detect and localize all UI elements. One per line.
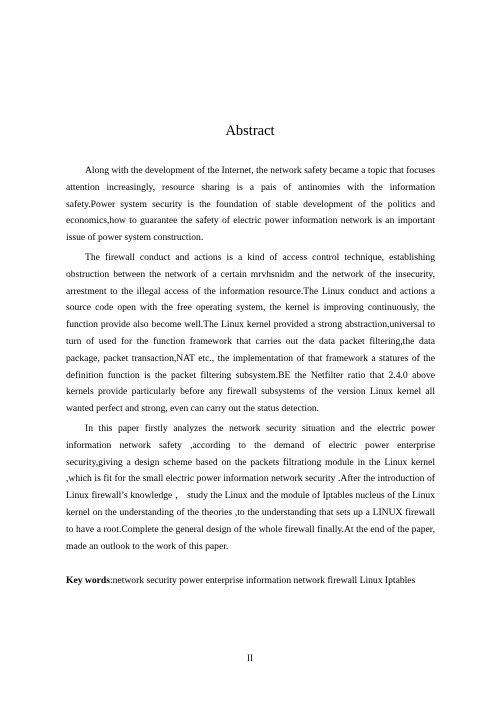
keywords-value: network security power enterprise information network firewall Linux Iptables	[112, 575, 416, 586]
keywords-label: Key words	[66, 575, 110, 586]
abstract-body	[66, 163, 435, 555]
abstract-title: Abstract	[225, 123, 275, 139]
abstract-paragraph-1: Along with the development of the Internet, the network safety became a topic that focuses attention increasingly, resource sharing is a pais of antinomies with the information safety.Power system security is the foundation of stable development of the politics and economics,how to guarantee the safety of electric power information network is an important issue of power system construction.	[66, 165, 435, 244]
page-number: II	[247, 653, 253, 663]
abstract-paragraph-2: The firewall conduct and actions is a kind of access control technique, establishing obstruction between the network of a certain mrvhsnidm and the network of the insecurity, arrestment to the illegal access of the information resource.The Linux conduct and actions a source code open with the free operating system, the kernel is improving continuously, the function provide also become well.The Linux kernel provided a strong abstraction,universal to turn of used for the function framework that carries out the data packet filtering,the data package, packet transaction,NAT etc., the implementation of that framework a statures of the definition function is the packet filtering subsystem.BE the Netfilter ratio that 2.4.0 above kernels provide particularly before any firewall subsystems of the version Linux kernel all wanted perfect and strong, even can carry out the status detection.	[66, 251, 435, 415]
keywords-separator: :	[109, 575, 113, 586]
keywords-line	[66, 573, 435, 590]
abstract-paragraph-3: In this paper firstly analyzes the network security situation and the electric power information network safety ,according to the demand of electric power enterprise security,giving a design scheme based on the packets filtrationg module in the Linux kernel ,which is fit for the small electric power information network security .After the introduction of Linux firewall’s knowledge ， study the Linux and the module of Iptables nucleus of the Linux kernel on the understanding of the theories ,to the understanding that sets up a LINUX firewall to have a root.Complete the general design of the whole firewall finally.At the end of the paper, made an outlook to the work of this paper.	[66, 422, 435, 552]
